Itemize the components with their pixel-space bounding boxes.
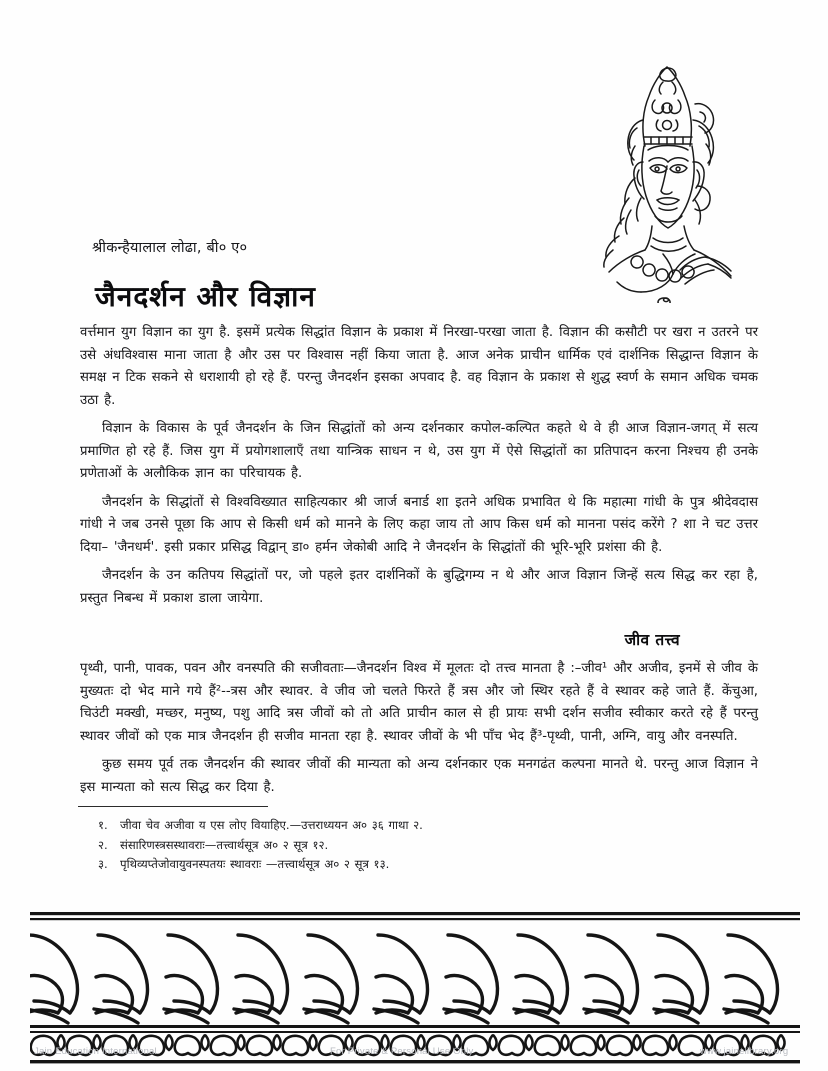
author-byline: श्रीकन्हैयालाल लोढा, बी० ए० [92, 240, 248, 256]
article-title: जैनदर्शन और विज्ञान [95, 279, 316, 313]
paragraph-3: जैनदर्शन के सिद्धांतों से विश्वविख्यात साहित्यकार श्री जार्ज बनार्ड शा इतने अधिक प्रभावित थे कि महात्मा गांधी के पुत्र श्रीदेवदास गांधी ने जब उनसे पूछा कि आप से किसी धर्म को मानने के लिए कहा जाय तो आप किस धर्म को मानना पसंद करेंगे ? शा ने चट उत्तर दिया– 'जैनधर्म'. इसी प्रकार प्रसिद्ध विद्वान् डा० हर्मन जेकोबी आदि ने जैनदर्शन के सिद्धांतों की भूरि-भूरि प्रशंसा की है. [80, 494, 758, 555]
section-paragraph-1: पृथ्वी, पानी, पावक, पवन और वनस्पति की सजीवताः—जैनदर्शन विश्व में मूलतः दो तत्त्व मानता है :–जीव¹ और अजीव, इनमें से जीव के मुख्यतः दो भेद माने गये हैं²--त्रस और स्थावर. वे जीव जो चलते फिरते हैं त्रस और जो स्थिर रहते हैं वे स्थावर कहे जाते हैं. केंचुआ, चिउंटी मक्खी, मच्छर, मनुष्य, पशु आदि त्रस जीवों को तो अति प्राचीन काल से ही प्रायः सभी दर्शन सजीव स्वीकार करते रहे हैं परन्तु स्थावर जीवों को एक मात्र जैनदर्शन ही सजीव मानता रहा है. स्थावर जीवों के भी पाँच भेद हैं³-पृथ्वी, पानी, अग्नि, वायु और वनस्पति. [80, 661, 758, 744]
tirthankara-bust-illustration [545, 58, 795, 303]
footnote-text: संसारिणस्त्रसस्थावराः—तत्त्वार्थसूत्र अ० २ सूत्र १२. [120, 837, 329, 852]
paragraph-4: जैनदर्शन के उन कतिपय सिद्धांतों पर, जो पहले इतर दार्शनिकों के बुद्धिगम्य न थे और आज विज्ञान जिन्हें सत्य सिद्ध कर रहा है, प्रस्तुत निबन्ध में प्रकाश डाला जायेगा. [80, 568, 758, 606]
paragraph-2: विज्ञान के विकास के पूर्व जैनदर्शन के जिन सिद्धांतों को अन्य दर्शनकार कपोल-कल्पित कहते थे वे ही आज विज्ञान-जगत् में सत्य प्रमाणित हो रहे हैं. जिस युग में प्रयोगशालाएँ तथा यान्त्रिक साधन न थे, उस युग में ऐसे सिद्धांतों का प्रतिपादन करना निश्चय ही उनके प्रणेताओं के अलौकिक ज्ञान का परिचायक है. [80, 421, 758, 481]
section-paragraph-2: कुछ समय पूर्व तक जैनदर्शन की स्थावर जीवों की मान्यता को अन्य दर्शनकार एक मनगढंत कल्पना मानते थे. परन्तु आज विज्ञान ने इस मान्यता को सत्य सिद्ध कर दिया है. [80, 757, 758, 795]
article-body [80, 322, 758, 802]
section-heading-jiva-tattva: जीव तत्त्व [624, 631, 680, 649]
footnote-number: २. [98, 837, 108, 852]
footnote-number: १. [98, 818, 108, 832]
footnote-item [78, 855, 698, 875]
watermark-jain-education-international: Jain Education International [34, 1046, 157, 1057]
footnote-number: ३. [98, 857, 108, 871]
footnote-separator-rule [78, 806, 268, 807]
footnote-text: पृथिव्यप्तेजोवायुवनस्पतयः स्थावराः —तत्त्वार्थसूत्र अ० २ सूत्र १३. [120, 857, 390, 871]
paragraph-1: वर्त्तमान युग विज्ञान का युग है. इसमें प्रत्येक सिद्धांत विज्ञान के प्रकाश में निरखा-परखा जाता है. विज्ञान की कसौटी पर खरा न उतरने पर उसे अंधविश्वास माना जाता है और उस पर विश्वास नहीं किया जाता है. आज अनेक प्राचीन धार्मिक एवं दार्शनिक सिद्धान्त विज्ञान के समक्ष न टिक सकने से धराशायी हो रहे हैं. परन्तु जैनदर्शन इसका अपवाद है. वह विज्ञान के प्रकाश से शुद्ध स्वर्ण के समान अधिक चमक उठा है. [80, 325, 758, 408]
watermark-jainelibrary-url: www.jainelibrary.org [700, 1046, 789, 1057]
footnote-item [78, 836, 698, 856]
footnote-text: जीवा चेव अजीवा य एस लोए वियाहिए.—उत्तराध्ययन अ० ३६ गाथा २. [120, 818, 423, 832]
footnote-item [78, 816, 698, 836]
watermark-private-personal-use: For Private & Personal Use Only [330, 1046, 474, 1057]
footnotes-block [78, 806, 698, 875]
